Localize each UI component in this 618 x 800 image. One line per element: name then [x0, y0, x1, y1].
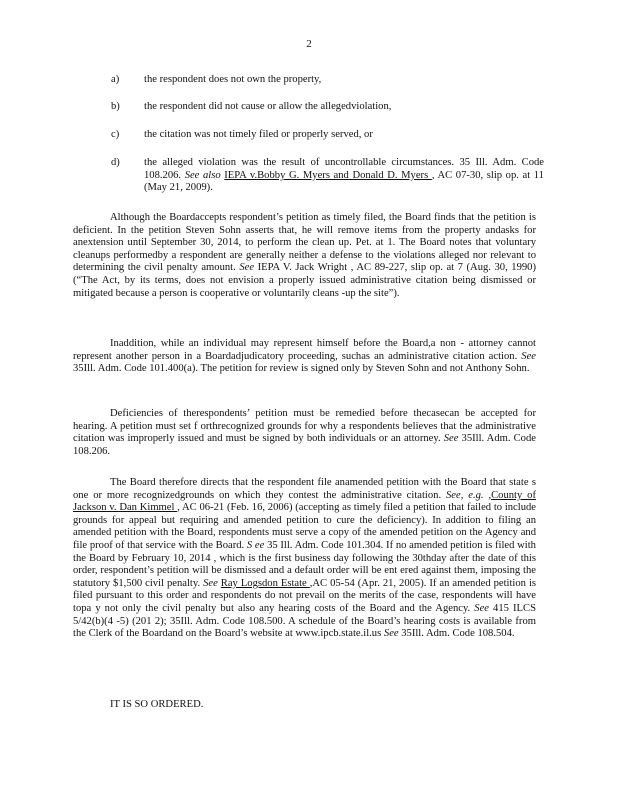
see-signal: See	[203, 577, 218, 589]
see-also-signal: See also	[184, 169, 221, 181]
see-eg-signal: See, e.g.	[446, 489, 484, 501]
text-run: , AC 07-30, slip op. at 11 (May 21, 2009).	[144, 169, 544, 194]
list-item-text: the citation was not timely filed or properly served, or	[144, 129, 373, 140]
case-citation: Ray Logsdon Estate	[220, 577, 310, 589]
text-run: Deficiencies of therespondents’ petition must be remedied before thecasecan be accepted for hearing. A petition must set f orthrecognized grounds for why a respondents believes that the administrative citation was improperly issued and must be signed by both individuals or an attorney.	[73, 408, 536, 445]
text-run: ,AC 05-54 (Apr. 21, 2005). If an amended petition is filed pursuant to this order and respondents do not prevail on the merits of the case, respondents will have topa y not only the civil penalty but also any hearing costs of the Board and the Agency.	[73, 577, 537, 614]
text-run: the alleged violation was the result of uncontrollable circumstances. 35 Ill. Adm. Code 108.206.	[144, 157, 544, 181]
list-item-text: the respondent did not cause or allow the allegedviolation,	[144, 101, 392, 112]
list-item-text: the respondent does not own the property,	[144, 74, 322, 85]
text-run: Inaddition, while an individual may represent himself before the Board,a non - attorney cannot represent another person in a Boardadjudicatory proceeding, suchas an administrative citation action.	[73, 338, 536, 362]
case-citation: IEPA v.Bobby G. Myers and Donald D. Myers	[224, 169, 432, 181]
see-signal: See	[383, 628, 399, 640]
see-signal: See	[474, 602, 489, 614]
paragraph-remedy	[73, 408, 536, 458]
see-signal: See	[521, 350, 536, 362]
paragraph-representation	[73, 338, 536, 376]
see-signal: See	[239, 262, 255, 274]
text-run: 35Ill. Adm. Code 108.504.	[398, 628, 515, 640]
text-run: 35 Ill. Adm. Code 101.304. If no amended petition is filed with the Board by February 10, 2014 , which is the first business day following the 30thday after the date of this order, respondent’s petition will be dismissed and a default order will be ent ered against them, imposing the statutory $1,500 civil penalty.	[73, 539, 536, 589]
see-signal: See	[443, 433, 459, 445]
list-item-label: d)	[111, 157, 120, 168]
text-run: 35Ill. Adm. Code 101.400(a). The petition for review is signed only by Steven Sohn and not Anthony Sohn.	[73, 363, 530, 375]
list-item-text	[144, 157, 544, 195]
case-citation: County of Jackson v. Dan Kimmel	[73, 489, 537, 514]
paragraph-deficiency	[73, 212, 536, 300]
list-item-label: a)	[111, 74, 120, 85]
text-run: 415 ILCS 5/42(b)(4 -5) (201 2); 35Ill. Adm. Code 108.500. A schedule of the Board’s hearing costs is available from the Clerk of the Boardand on the Board’s website at www.ipcb.state.il.us	[73, 602, 536, 640]
text-run: 35Ill. Adm. Code 108.206.	[73, 433, 536, 457]
list-item-label: c)	[111, 129, 120, 140]
see-signal: S ee	[246, 539, 265, 551]
text-run: Although the Boardaccepts respondent’s petition as timely filed, the Board finds that the petition is deficient. In the petition Steven Sohn asserts that, he will remove items from the property andasks for anextension until September 30, 2014, to perform the clean up. Pet. at 1. The Board notes that voluntary cleanups performedby a respondent are generally neither a defense to the violations alleged nor relevant to determining the civil penalty amount.	[73, 212, 536, 274]
paragraph-order	[73, 477, 536, 641]
closing-statement: IT IS SO ORDERED.	[110, 699, 204, 710]
text-run: The Board therefore directs that the respondent file anamended petition with the Board that state s one or more recognizedgrounds on which they contest the administrative citation.	[73, 477, 536, 501]
text-run: IEPA V. Jack Wright , AC 89-227, slip op. at 7 (Aug. 30, 1990) (“The Act, by its terms, does not envision a properly issued administrative citation being dismissed or mitigated because a person is cooperative or voluntarily cleans -up the site”).	[73, 262, 536, 299]
text-run: , AC 06-21 (Feb. 16, 2006) (accepting as timely filed a petition that failed to include grounds for appeal but requiring and amended petition to cure the deficiency). In addition to filing an amended petition with the Board, respondents must serve a copy of the amended petition on the Agency and file proof of that service with the Board.	[73, 502, 536, 551]
page-number: 2	[306, 38, 312, 50]
list-item-label: b)	[111, 101, 120, 112]
text-run: ,	[483, 489, 492, 501]
